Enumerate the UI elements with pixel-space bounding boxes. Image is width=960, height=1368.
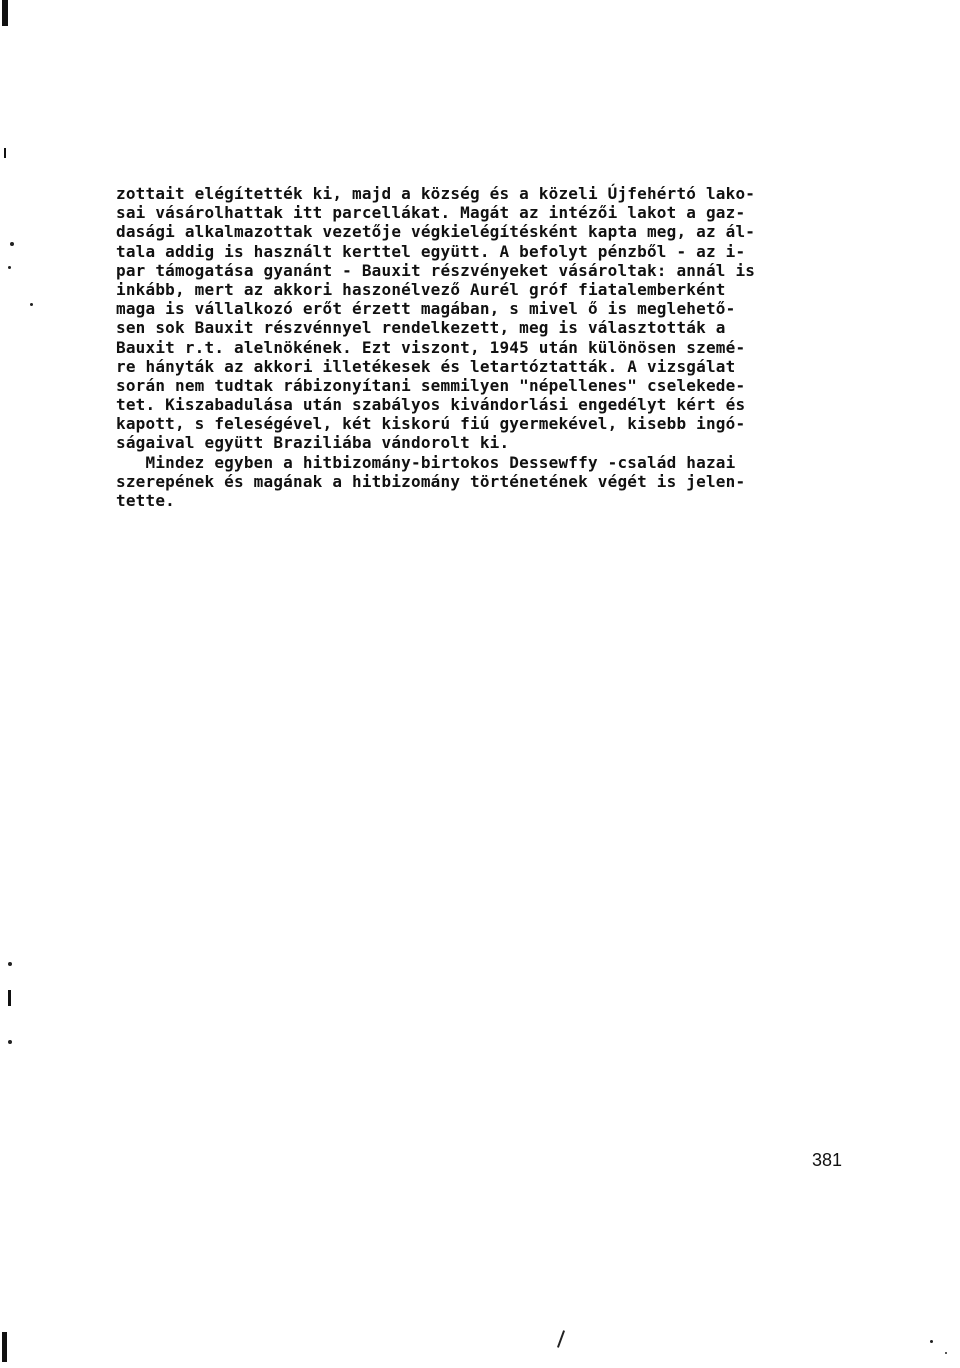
text-line: során nem tudtak rábizonyítani semmilyen "népellenes" cselekede- (116, 375, 746, 395)
text-line: tet. Kiszabadulása után szabályos kivándorlási engedélyt kért és (116, 395, 746, 415)
scan-speck (10, 242, 14, 246)
scan-speck (930, 1340, 933, 1343)
text-line: sen sok Bauxit részvénnyel rendelkezett, meg is választották a (116, 318, 726, 338)
scan-speck (557, 1330, 565, 1348)
text-line: inkább, mert az akkori haszonélvező Aurél gróf fiatalemberként (116, 279, 726, 299)
scan-mark-left-3 (2, 1332, 7, 1362)
scan-speck (945, 1352, 947, 1354)
text-line: Bauxit r.t. alelnökének. Ezt viszont, 1945 után különösen szemé- (116, 337, 746, 357)
scan-mark-left-1 (4, 148, 6, 158)
text-line: sai vásárolhattak itt parcellákat. Magát az intézői lakot a gaz- (116, 203, 746, 223)
text-line: dasági alkalmazottak vezetője végkielégítésként kapta meg, az ál- (116, 222, 756, 242)
body-text (116, 184, 856, 510)
text-line: Mindez egyben a hitbizomány-birtokos Dessewffy -család hazai (116, 452, 736, 472)
text-line: re hányták az akkori illetékesek és letartóztatták. A vizsgálat (116, 356, 736, 376)
text-line: tala addig is használt kerttel együtt. A befolyt pénzből - az i- (116, 241, 746, 261)
scan-speck (8, 962, 12, 966)
page-number: 381 (812, 1150, 843, 1170)
scan-mark-left-2 (8, 990, 11, 1006)
text-line: ságaival együtt Braziliába vándorolt ki. (116, 433, 510, 453)
text-line: maga is vállalkozó erőt érzett magában, s mivel ő is meglehető- (116, 299, 736, 319)
scan-speck (30, 303, 33, 306)
text-line: zottait elégítették ki, majd a község és a közeli Újfehértó lako- (116, 184, 756, 203)
scan-speck (8, 266, 11, 269)
text-line: tette. (116, 491, 175, 510)
text-line: szerepének és magának a hitbizomány történetének végét is jelen- (116, 471, 746, 491)
text-line: par támogatása gyanánt - Bauxit részvényeket vásároltak: annál is (116, 260, 756, 280)
scan-speck (8, 1040, 12, 1044)
text-line: kapott, s feleségével, két kiskorú fiú gyermekével, kisebb ingó- (116, 414, 746, 434)
scan-mark-top-left (2, 0, 8, 26)
